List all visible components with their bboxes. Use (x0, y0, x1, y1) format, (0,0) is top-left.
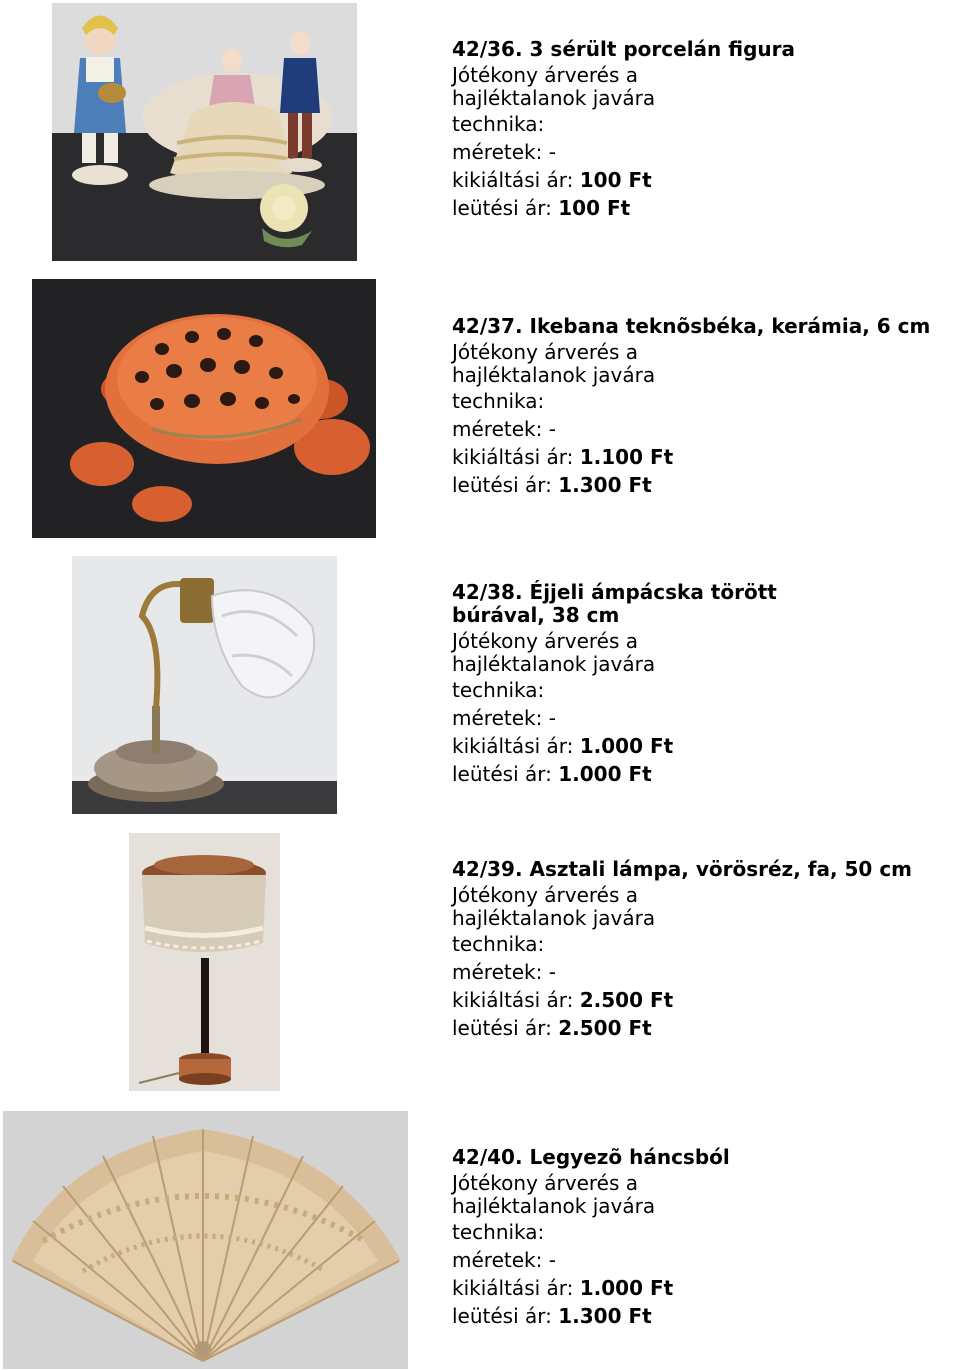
lot-42-36-photo (52, 3, 357, 261)
hammer-price-value: 2.500 Ft (558, 1016, 652, 1040)
lot-title: 42/36. 3 sérült porcelán figura (452, 37, 795, 61)
lot-technique: technika: (452, 389, 545, 413)
lot-42-36-details (452, 38, 957, 222)
starting-price-label: kikiáltási ár: (452, 988, 574, 1012)
starting-price-value: 2.500 Ft (579, 988, 674, 1012)
lot-42-37-photo (32, 279, 376, 538)
starting-price-label: kikiáltási ár: (452, 734, 574, 758)
lot-description-line-2: hajléktalanok javára (452, 86, 656, 110)
starting-price-label: kikiáltási ár: (452, 168, 574, 192)
lot-42-37-details (452, 315, 957, 499)
lot-title: 42/40. Legyezõ háncsból (452, 1145, 730, 1169)
hammer-price-value: 1.300 Ft (558, 1304, 652, 1328)
lot-description-line-1: Jótékony árverés a (452, 629, 638, 653)
starting-price-label: kikiáltási ár: (452, 445, 574, 469)
lot-title: 42/38. Éjjeli ámpácska törött búrával, 38 cm (452, 580, 777, 627)
hammer-price-label: leütési ár: (452, 196, 552, 220)
lot-starting-price (452, 986, 957, 1014)
lot-technique: technika: (452, 932, 545, 956)
lot-starting-price (452, 443, 957, 471)
lot-technique: technika: (452, 678, 545, 702)
starting-price-value: 1.100 Ft (579, 445, 674, 469)
hammer-price-label: leütési ár: (452, 1016, 552, 1040)
lot-description-line-2: hajléktalanok javára (452, 906, 656, 930)
lot-42-38-details (452, 581, 957, 788)
lot-dimensions: méretek: - (452, 1248, 556, 1272)
lot-hammer-price (452, 760, 957, 788)
lot-42-39-photo (129, 833, 280, 1091)
lot-description-line-1: Jótékony árverés a (452, 340, 638, 364)
hammer-price-label: leütési ár: (452, 473, 552, 497)
lot-description-line-2: hajléktalanok javára (452, 363, 656, 387)
lot-title: 42/39. Asztali lámpa, vörösréz, fa, 50 cm (452, 857, 913, 881)
lot-technique: technika: (452, 112, 545, 136)
lot-dimensions: méretek: - (452, 140, 556, 164)
starting-price-value: 1.000 Ft (579, 1276, 674, 1300)
starting-price-value: 100 Ft (579, 168, 652, 192)
lot-description-line-1: Jótékony árverés a (452, 883, 638, 907)
lot-description-line-1: Jótékony árverés a (452, 63, 638, 87)
lot-dimensions: méretek: - (452, 417, 556, 441)
lot-technique: technika: (452, 1220, 545, 1244)
lot-hammer-price (452, 1302, 957, 1330)
hammer-price-value: 1.000 Ft (558, 762, 652, 786)
lot-hammer-price (452, 194, 957, 222)
hammer-price-value: 1.300 Ft (558, 473, 652, 497)
lot-42-38-photo (72, 556, 337, 814)
lot-hammer-price (452, 1014, 957, 1042)
lot-dimensions: méretek: - (452, 706, 556, 730)
hammer-price-label: leütési ár: (452, 1304, 552, 1328)
lot-starting-price (452, 1274, 957, 1302)
starting-price-value: 1.000 Ft (579, 734, 674, 758)
lot-42-40-photo (3, 1111, 408, 1369)
lot-title: 42/37. Ikebana teknõsbéka, kerámia, 6 cm (452, 314, 931, 338)
hammer-price-value: 100 Ft (558, 196, 631, 220)
lot-42-40-details (452, 1146, 957, 1330)
lot-starting-price (452, 732, 957, 760)
lot-starting-price (452, 166, 957, 194)
lot-description-line-2: hajléktalanok javára (452, 1194, 656, 1218)
lot-description-line-1: Jótékony árverés a (452, 1171, 638, 1195)
lot-42-39-details (452, 858, 957, 1042)
lot-hammer-price (452, 471, 957, 499)
lot-dimensions: méretek: - (452, 960, 556, 984)
lot-description-line-2: hajléktalanok javára (452, 652, 656, 676)
hammer-price-label: leütési ár: (452, 762, 552, 786)
starting-price-label: kikiáltási ár: (452, 1276, 574, 1300)
